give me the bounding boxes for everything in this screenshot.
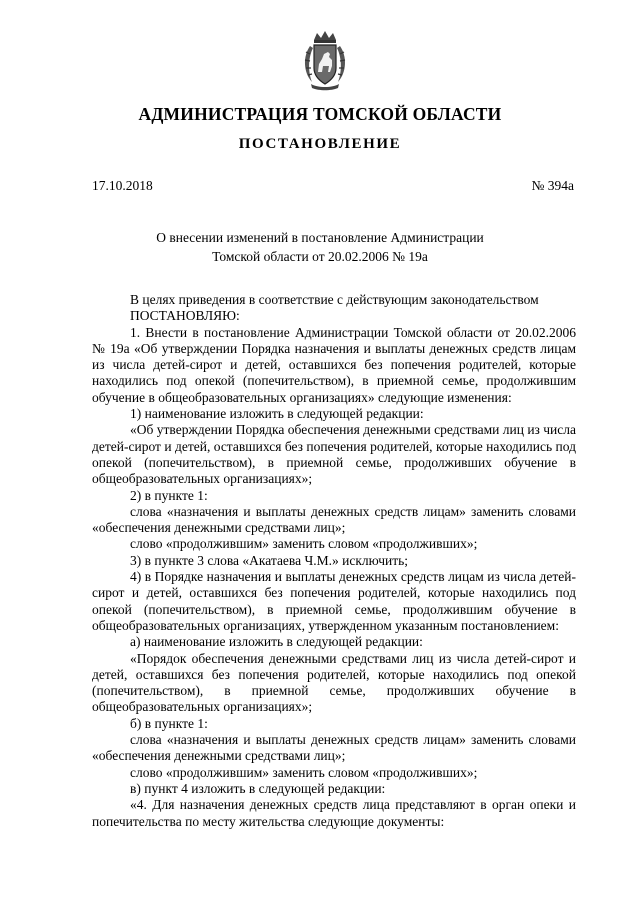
paragraph-resolve: ПОСТАНОВЛЯЮ: (130, 308, 240, 324)
paragraph-subitem-4: 4) в Порядке назначения и выплаты денежных средств лицам из числа детей-сирот и детей, оставшихся без попечения родителей, которые находились под опекой (попечительством), в приемной семье, продолжившим обучение в общеобразовательных организациях, утвержденном указанным постановлением: (92, 569, 576, 633)
paragraph-preamble: В целях приведения в соответствие с действующим законодательством (130, 292, 539, 307)
subject-line: О внесении изменений в постановление Администрации (156, 230, 484, 245)
document-number: № 394а (531, 178, 574, 193)
organization-title: АДМИНИСТРАЦИЯ ТОМСКОЙ ОБЛАСТИ (138, 104, 502, 124)
paragraph-replace-word-2: слово «продолжившим» заменить словом «продолживших»; (130, 764, 478, 780)
tomsk-coat-of-arms-icon (300, 30, 350, 92)
paragraph-replace-words: слова «назначения и выплаты денежных средств лицам» заменить словами «обеспечения денежными средствами лиц»; (92, 503, 576, 536)
paragraph-subitem-b: б) в пункте 1: (130, 715, 208, 731)
document-subject (0, 228, 640, 266)
paragraph-quote-title: «Об утверждении Порядка обеспечения денежными средствами лиц из числа детей-сирот и детей, оставшихся без попечения родителей, которые находились под опекой (попечительством), в приемной семье, продолживших обучение в общеобразовательных организациях»; (92, 422, 576, 487)
paragraph-replace-word: слово «продолжившим» заменить словом «продолживших»; (130, 536, 478, 552)
document-type: ПОСТАНОВЛЕНИЕ (238, 136, 402, 152)
document-body (92, 292, 576, 830)
paragraph-quote-order: «Порядок обеспечения денежными средствами лиц из числа детей-сирот и детей, оставшихся без попечения родителей, которые находились под опекой (попечительством), в приемной семье, продолживших обучение в общеобразовательных организациях»; (92, 650, 576, 715)
paragraph-subitem-2: 2) в пункте 1: (130, 487, 208, 503)
paragraph-replace-words-2: слова «назначения и выплаты денежных средств лицам» заменить словами «обеспечения денежными средствами лиц»; (92, 732, 576, 764)
paragraph-item-1: 1. Внести в постановление Администрации Томской области от 20.02.2006 № 19а «Об утверждении Порядка назначения и выплаты денежных средств лицам из числа детей-сирот и детей, оставшихся без попечения родителей, которые находились под опекой (попечительством), в приемной семье, продолжившим обучение в общеобразовательных организациях» следующие изменения: (92, 324, 576, 405)
paragraph-subitem-3: 3) в пункте 3 слова «Акатаева Ч.М.» исключить; (130, 552, 409, 568)
paragraph-subitem-v: в) пункт 4 изложить в следующей редакции: (130, 780, 386, 796)
paragraph-subitem-a: а) наименование изложить в следующей редакции: (130, 634, 423, 650)
document-date: 17.10.2018 (92, 178, 153, 193)
subject-line: Томской области от 20.02.2006 № 19а (212, 249, 428, 264)
paragraph-subitem-1: 1) наименование изложить в следующей редакции: (130, 406, 424, 422)
paragraph-quote-item-4: «4. Для назначения денежных средств лица представляют в орган опеки и попечительства по месту жительства следующие документы: (92, 797, 576, 829)
